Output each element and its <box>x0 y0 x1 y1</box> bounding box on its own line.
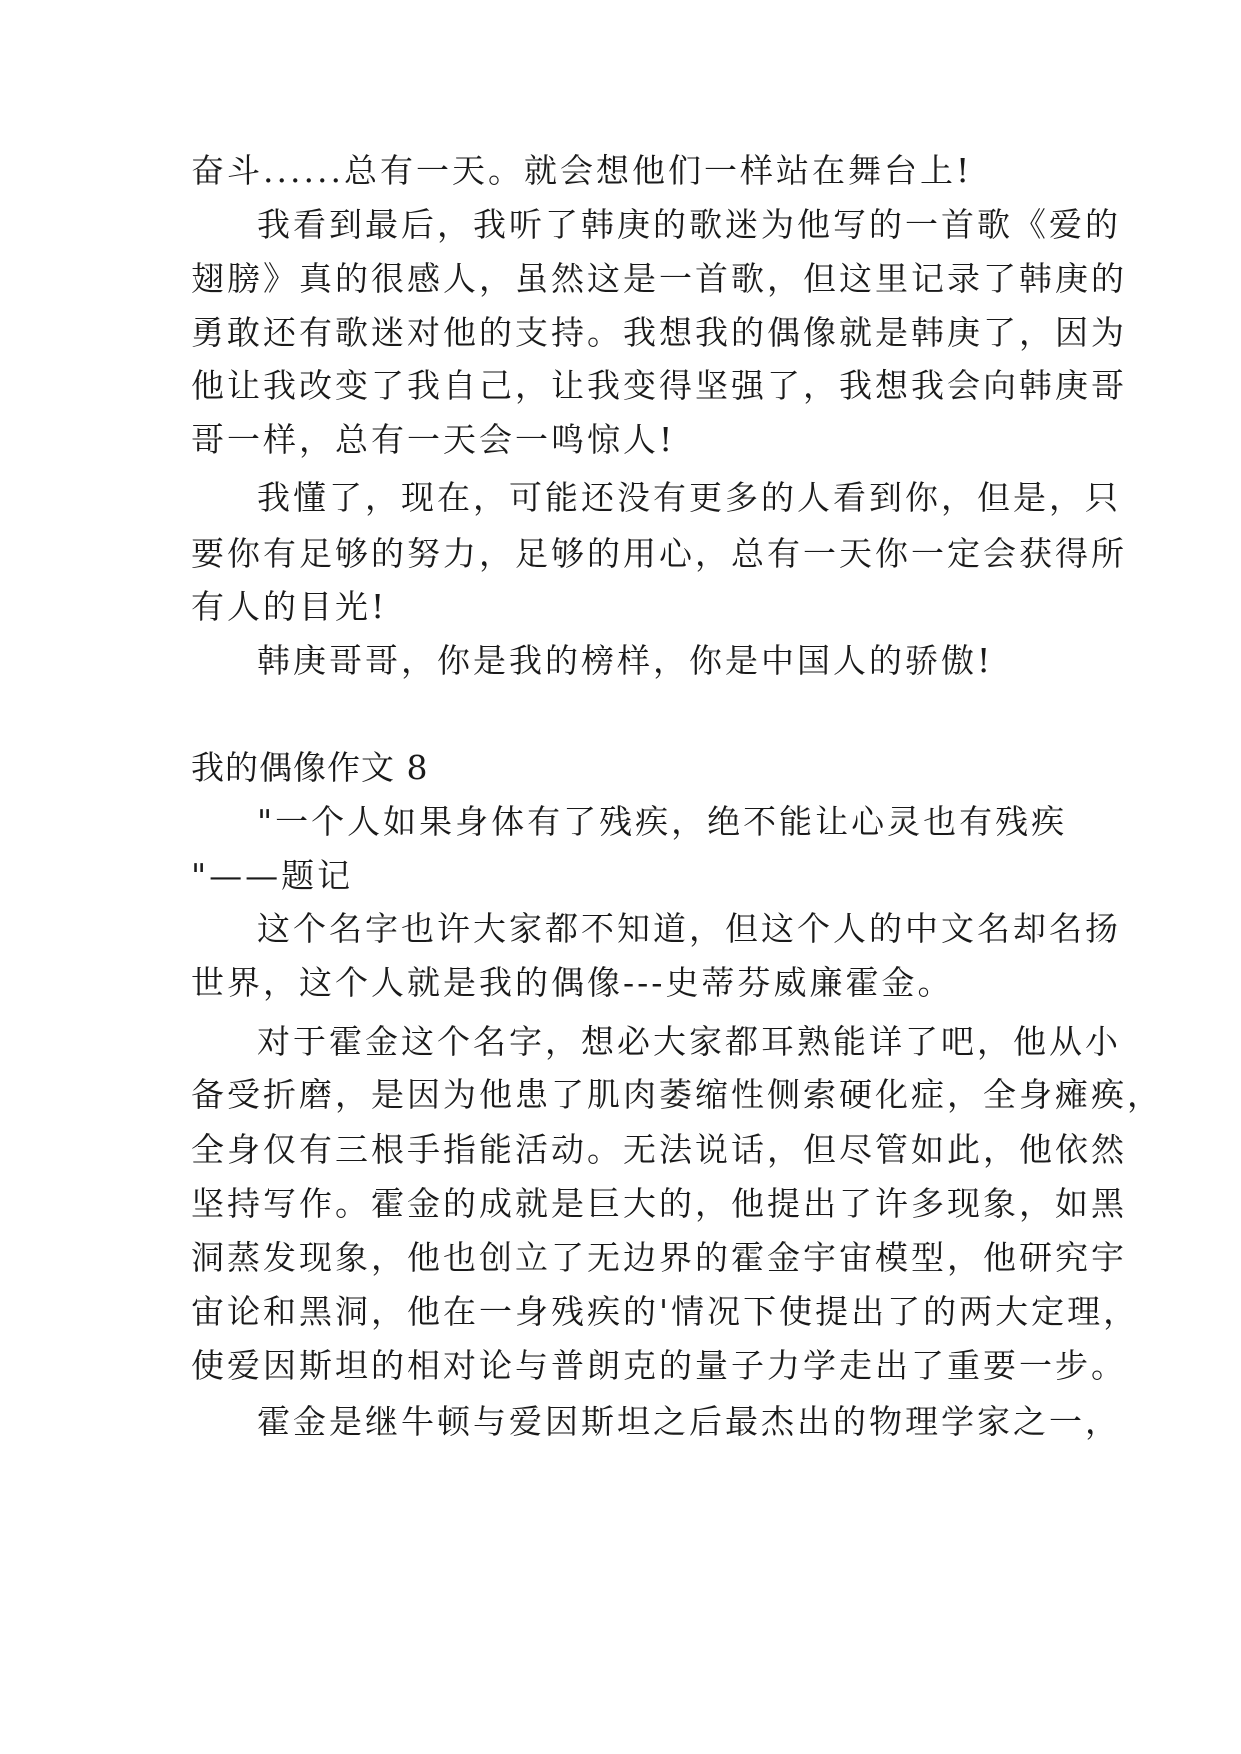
paragraph-line: 翅膀》真的很感人，虽然这是一首歌，但这里记录了韩庚的 <box>191 259 1127 298</box>
paragraph-line: 奋斗......总有一天。就会想他们一样站在舞台上! <box>191 151 973 190</box>
paragraph-line: "一个人如果身体有了残疾，绝不能让心灵也有残疾 <box>257 802 1068 841</box>
paragraph-line: 要你有足够的努力，足够的用心，总有一天你一定会获得所 <box>191 534 1127 573</box>
paragraph-line: 坚持写作。霍金的成就是巨大的，他提出了许多现象，如黑 <box>191 1184 1127 1223</box>
paragraph-line: 对于霍金这个名字，想必大家都耳熟能详了吧，他从小 <box>257 1022 1121 1061</box>
paragraph-line: 使爱因斯坦的相对论与普朗克的量子力学走出了重要一步。 <box>191 1346 1127 1385</box>
paragraph-line: 这个名字也许大家都不知道，但这个人的中文名却名扬 <box>257 909 1121 948</box>
paragraph-line: "——题记 <box>191 856 354 895</box>
paragraph-line: 哥一样，总有一天会一鸣惊人! <box>191 420 676 459</box>
section-title: 我的偶像作文 8 <box>191 748 429 787</box>
paragraph-line: 霍金是继牛顿与爱因斯坦之后最杰出的物理学家之一， <box>257 1402 1121 1441</box>
paragraph-line: 我看到最后，我听了韩庚的歌迷为他写的一首歌《爱的 <box>257 205 1121 244</box>
paragraph-line: 有人的目光! <box>191 587 388 626</box>
paragraph-line: 宙论和黑洞，他在一身残疾的'情况下使提出了的两大定理， <box>191 1292 1140 1331</box>
paragraph-line: 我懂了，现在，可能还没有更多的人看到你，但是，只 <box>257 478 1121 517</box>
paragraph-line: 韩庚哥哥，你是我的榜样，你是中国人的骄傲! <box>257 641 994 680</box>
paragraph-line: 他让我改变了我自己，让我变得坚强了，我想我会向韩庚哥 <box>191 366 1127 405</box>
paragraph-line: 洞蒸发现象，他也创立了无边界的霍金宇宙模型，他研究宇 <box>191 1238 1127 1277</box>
paragraph-line: 世界，这个人就是我的偶像---史蒂芬威廉霍金。 <box>191 963 954 1002</box>
paragraph-line: 全身仅有三根手指能活动。无法说话，但尽管如此，他依然 <box>191 1130 1127 1169</box>
paragraph-line: 备受折磨，是因为他患了肌肉萎缩性侧索硬化症，全身瘫痪， <box>191 1075 1163 1114</box>
paragraph-line: 勇敢还有歌迷对他的支持。我想我的偶像就是韩庚了，因为 <box>191 313 1127 352</box>
